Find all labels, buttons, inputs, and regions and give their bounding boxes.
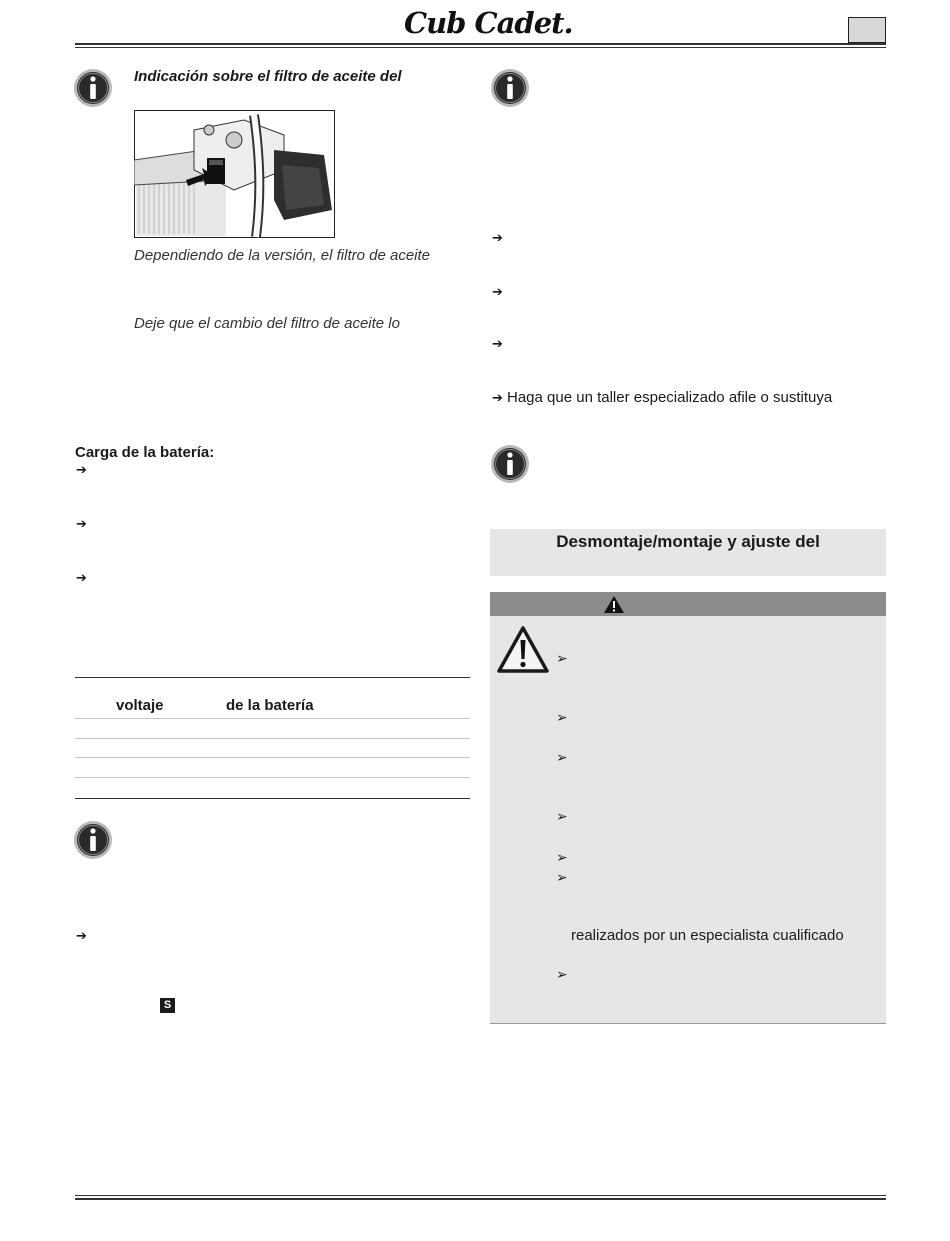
table-row-divider <box>75 757 470 758</box>
chevron-bullet-icon: ➢ <box>556 709 568 725</box>
s-key-badge: S <box>160 998 175 1013</box>
table-row-divider <box>75 718 470 719</box>
chevron-bullet-icon: ➢ <box>556 849 568 865</box>
chevron-bullet-icon: ➢ <box>556 650 568 666</box>
section-title: Desmontaje/montaje y ajuste del <box>556 532 820 551</box>
bullet-arrow-icon: ➔ <box>76 570 87 585</box>
warning-bottom-rule <box>490 1023 886 1024</box>
oil-filter-note: Deje que el cambio del filtro de aceite lo <box>134 315 400 332</box>
table-header-voltage: voltaje <box>116 697 164 714</box>
header-rule-thin <box>75 47 886 48</box>
chevron-bullet-icon: ➢ <box>556 966 568 982</box>
header-rule-thick <box>75 43 886 45</box>
battery-heading: Carga de la batería: <box>75 444 215 461</box>
info-icon <box>73 68 113 108</box>
specialist-text: realizados por un especialista cualificado <box>571 927 844 944</box>
info-icon <box>490 444 530 484</box>
bullet-arrow-icon: ➔ <box>492 336 503 351</box>
bullet-arrow-icon: ➔ <box>76 516 87 531</box>
table-top-rule <box>75 677 470 678</box>
warning-header-bar <box>490 592 886 616</box>
logo-text: Cub Cadet. <box>404 6 573 40</box>
bullet-arrow-icon: ➔ <box>76 928 87 943</box>
page-number-box <box>848 17 886 43</box>
bullet-arrow-icon: ➔ <box>492 390 503 405</box>
sharpen-blade-text: Haga que un taller especializado afile o sustituya <box>507 389 833 406</box>
oil-filter-photo <box>134 110 335 238</box>
cub-cadet-logo <box>404 6 580 40</box>
warning-body-box <box>490 616 886 1023</box>
info-icon <box>73 820 113 860</box>
footer-rule-thick <box>75 1198 886 1200</box>
warning-triangle-icon <box>496 625 550 675</box>
bullet-arrow-icon: ➔ <box>492 284 503 299</box>
bullet-arrow-icon: ➔ <box>76 462 87 477</box>
table-bottom-rule <box>75 798 470 799</box>
chevron-bullet-icon: ➢ <box>556 869 568 885</box>
chevron-bullet-icon: ➢ <box>556 749 568 765</box>
footer-rule-thin <box>75 1195 886 1196</box>
table-row-divider <box>75 738 470 739</box>
oil-filter-caption: Dependiendo de la versión, el filtro de aceite <box>134 247 431 264</box>
table-row-divider <box>75 777 470 778</box>
info-icon <box>490 68 530 108</box>
oil-filter-title: Indicación sobre el filtro de aceite del <box>134 68 402 85</box>
table-header-battery: de la batería <box>226 697 314 714</box>
warning-small-icon <box>603 595 625 614</box>
bullet-arrow-icon: ➔ <box>492 230 503 245</box>
chevron-bullet-icon: ➢ <box>556 808 568 824</box>
